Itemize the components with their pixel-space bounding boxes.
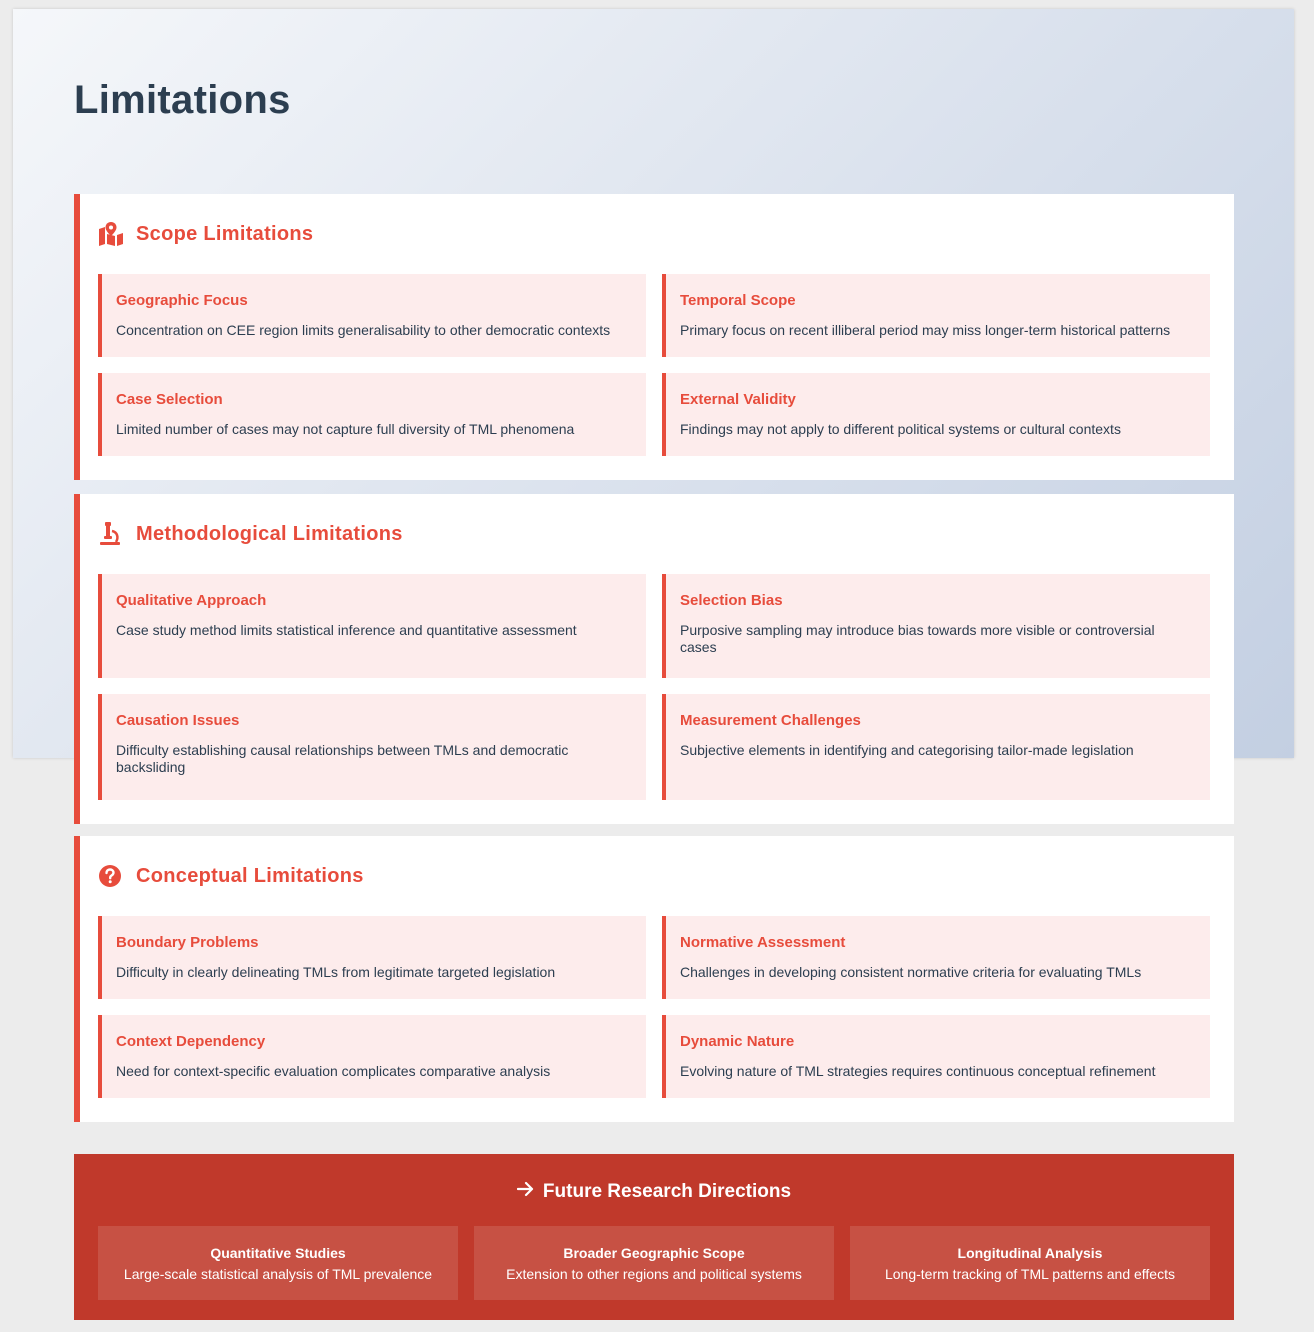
card-text: Primary focus on recent illiberal period may miss longer-term historical patterns [680,322,1171,338]
arrow-right-icon [517,1181,535,1203]
card-text: Difficulty in clearly delineating TMLs from legitimate targeted legislation [116,964,556,980]
card-text: Concentration on CEE region limits generalisability to other democratic contexts [116,322,611,338]
limitation-card [662,694,1210,800]
limitation-card [662,916,1210,999]
card-title: Qualitative Approach [116,592,267,609]
limitation-card [662,574,1210,678]
future-item-title: Quantitative Studies [210,1244,346,1261]
card-text: Challenges in developing consistent normative criteria for evaluating TMLs [680,964,1142,980]
card-title: Normative Assessment [680,934,846,951]
future-research-panel [74,1154,1234,1320]
section-scope-limitations [74,194,1234,480]
card-title: Selection Bias [680,592,783,609]
card-title: Causation Issues [116,712,240,729]
card-text: Limited number of cases may not capture full diversity of TML phenomena [116,421,575,437]
limitation-card [98,274,646,357]
section-title: Methodological Limitations [136,522,403,545]
question-circle-icon [98,863,124,889]
future-item-title: Longitudinal Analysis [957,1244,1103,1261]
limitation-card [98,1015,646,1098]
card-text: Need for context-specific evaluation complicates comparative analysis [116,1063,551,1079]
card-text: Evolving nature of TML strategies requires continuous conceptual refinement [680,1063,1156,1079]
future-item [474,1226,834,1300]
future-item-text: Large-scale statistical analysis of TML prevalence [123,1265,433,1282]
section-header [98,494,1210,574]
limitation-card [98,916,646,999]
card-title: External Validity [680,391,796,408]
limitation-card [662,1015,1210,1098]
section-methodological-limitations [74,494,1234,824]
card-title: Context Dependency [116,1033,266,1050]
future-item [98,1226,458,1300]
card-grid [98,916,1210,1098]
card-title: Boundary Problems [116,934,259,951]
limitation-card [662,274,1210,357]
section-title: Scope Limitations [136,222,314,245]
future-research-heading [98,1178,1210,1206]
card-text: Case study method limits statistical inference and quantitative assessment [116,622,577,638]
microscope-icon [98,521,124,547]
limitation-card [98,694,646,800]
future-item-title: Broader Geographic Scope [563,1244,745,1261]
card-title: Dynamic Nature [680,1033,795,1050]
card-text: Findings may not apply to different political systems or cultural contexts [680,421,1121,437]
card-text: Subjective elements in identifying and categorising tailor-made legislation [680,742,1134,758]
future-item-text: Long-term tracking of TML patterns and effects [884,1265,1175,1282]
limitation-card [98,373,646,456]
card-text: Purposive sampling may introduce bias towards more visible or controversial cases [680,622,1155,655]
section-title: Conceptual Limitations [136,864,364,887]
future-item-text: Extension to other regions and political systems [506,1265,802,1282]
card-title: Temporal Scope [680,292,796,309]
card-text: Difficulty establishing causal relationships between TMLs and democratic backsliding [116,742,569,775]
future-research-title: Future Research Directions [542,1181,792,1202]
card-title: Measurement Challenges [680,712,861,729]
card-title: Geographic Focus [116,292,248,309]
card-grid [98,574,1210,800]
limitation-card [98,574,646,678]
page-title: Limitations [74,78,291,122]
section-header [98,836,1210,916]
card-grid [98,274,1210,456]
future-grid [98,1226,1210,1300]
future-item [850,1226,1210,1300]
card-title: Case Selection [116,391,223,408]
map-icon [98,221,124,247]
section-conceptual-limitations [74,836,1234,1122]
section-header [98,194,1210,274]
limitation-card [662,373,1210,456]
